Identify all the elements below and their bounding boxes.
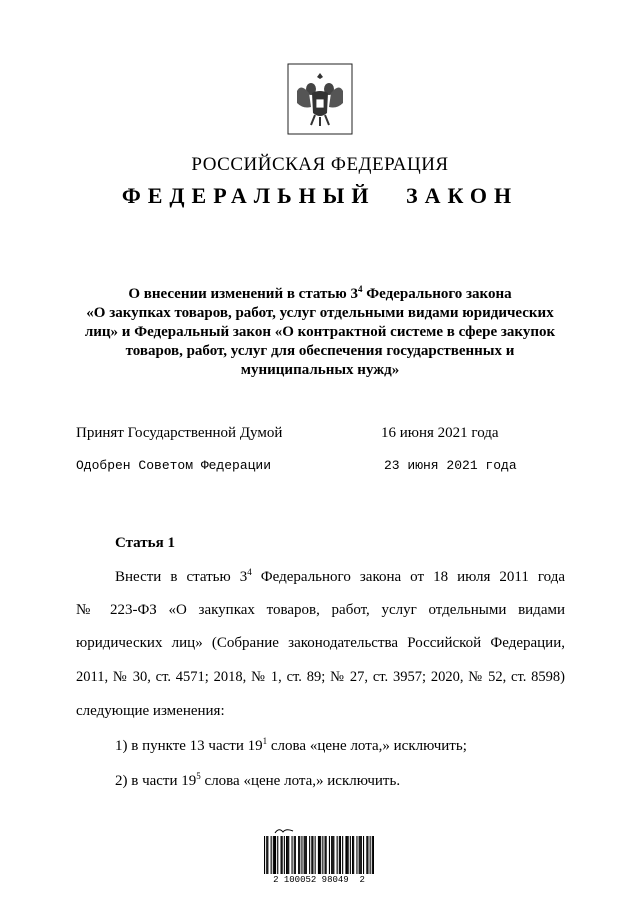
barcode-bar [281,836,282,874]
barcode-bar [363,836,364,874]
barcode-bar [271,836,272,874]
barcode-bar [315,836,316,874]
paragraph-line-1-post: Федерального закона от 18 июля 2011 года [251,569,566,585]
barcode-bar [273,836,274,874]
title-superscript: 4 [358,284,363,294]
barcode-bar [367,836,368,874]
barcode-bars [264,836,374,874]
paragraph-line-1 [115,569,565,586]
barcode-bar [339,836,340,874]
barcode-bar [301,836,302,874]
barcode-bar [288,836,289,874]
title-line-4: товаров, работ, услуг для обеспечения государственных и [125,343,515,359]
list-item-2-sup: 5 [196,771,201,781]
list-item-1 [115,738,604,755]
paragraph-line-4: 2011, № 30, ст. 4571; 2018, № 1, ст. 89; № 27, ст. 3957; 2020, № 52, ст. 8598) [76,669,565,685]
duma-label: Принят Государственной Думой [76,425,283,441]
council-date: 23 июня 2021 года [384,458,517,473]
law-title [70,285,570,380]
barcode-bar [325,836,326,874]
title-line-5: муниципальных нужд» [240,362,400,378]
barcode-bar [345,836,346,874]
barcode-bar [266,836,267,874]
barcode-bar [353,836,354,874]
barcode-bar [359,836,360,874]
paragraph-line-5: следующие изменения: [76,703,225,719]
barcode-bar [304,836,305,874]
barcode-digits: 2 100052 98049 2 [273,875,365,885]
barcode-bar [311,836,312,874]
barcode-bar [318,836,319,874]
barcode-bar [332,836,333,874]
barcode-bar [322,836,323,874]
barcode-bar [333,836,334,874]
barcode-bar [264,836,265,874]
document-type: ФЕДЕРАЛЬНЫЙ ЗАКОН [121,183,519,208]
title-line-1 [70,285,570,304]
list-item-1-pre: 1) в пункте 13 части 19 [115,738,263,754]
council-label: Одобрен Советом Федерации [76,458,272,473]
barcode-bar [370,836,371,874]
barcode-bar [320,836,321,874]
barcode-bar [337,836,338,874]
barcode-bar [356,836,357,874]
barcode-bar [312,836,313,874]
barcode-bar [287,836,288,874]
country-name: РОССИЙСКАЯ ФЕДЕРАЦИЯ [191,154,449,175]
barcode-bar [360,836,361,874]
title-line-1-post: Федерального закона [362,286,512,302]
list-item-2-post: слова «цене лота,» исключить. [200,773,401,789]
russian-coat-of-arms-icon [287,63,353,135]
barcode-bar [309,836,310,874]
barcode-bar [298,836,299,874]
barcode-bar [372,836,373,874]
barcode-bar [319,836,320,874]
barcode-bar [347,836,348,874]
barcode-bar [350,836,351,874]
barcode-bar [282,836,283,874]
barcode-bar [267,836,268,874]
barcode [264,826,374,886]
barcode-bar [361,836,362,874]
list-item-1-sup: 1 [262,736,268,746]
paragraph-line-1-pre: Внести в статью 3 [115,569,248,585]
title-line-1-pre: О внесении изменений в статью 3 [128,286,359,302]
paragraph-superscript: 4 [247,567,252,577]
article-heading: Статья 1 [115,535,175,551]
barcode-bar [329,836,330,874]
barcode-bar [331,836,332,874]
barcode-bar [299,836,300,874]
barcode-bar [342,836,343,874]
barcode-bar [306,836,307,874]
duma-adoption-row [76,425,546,442]
paragraph-line-2: № 223-ФЗ «О закупках товаров, работ, услуг отдельными видами [76,602,565,618]
barcode-bar [284,836,285,874]
barcode-bar [277,836,278,874]
title-line-2: «О закупках товаров, работ, услуг отдельными видами юридических [86,305,554,321]
barcode-bar [340,836,341,874]
list-item-2 [115,773,604,790]
barcode-bar [352,836,353,874]
list-item-1-post: слова «цене лота,» исключить; [267,738,467,754]
barcode-bar [286,836,287,874]
barcode-bar [326,836,327,874]
paragraph-line-3: юридических лиц» (Собрание законодательства Российской Федерации, [76,635,565,651]
barcode-logo-icon [274,826,294,835]
barcode-bar [294,836,295,874]
barcode-bar [275,836,276,874]
barcode-bar [292,836,293,874]
duma-date: 16 июня 2021 года [381,425,499,441]
title-line-3: лиц» и Федеральный закон «О контрактной системе в сфере закупок [84,324,556,340]
barcode-bar [305,836,306,874]
barcode-bar [373,836,374,874]
barcode-bar [366,836,367,874]
list-item-2-pre: 2) в части 19 [115,773,197,789]
barcode-bar [274,836,275,874]
barcode-bar [348,836,349,874]
barcode-bar [295,836,296,874]
council-approval-row [76,458,546,473]
